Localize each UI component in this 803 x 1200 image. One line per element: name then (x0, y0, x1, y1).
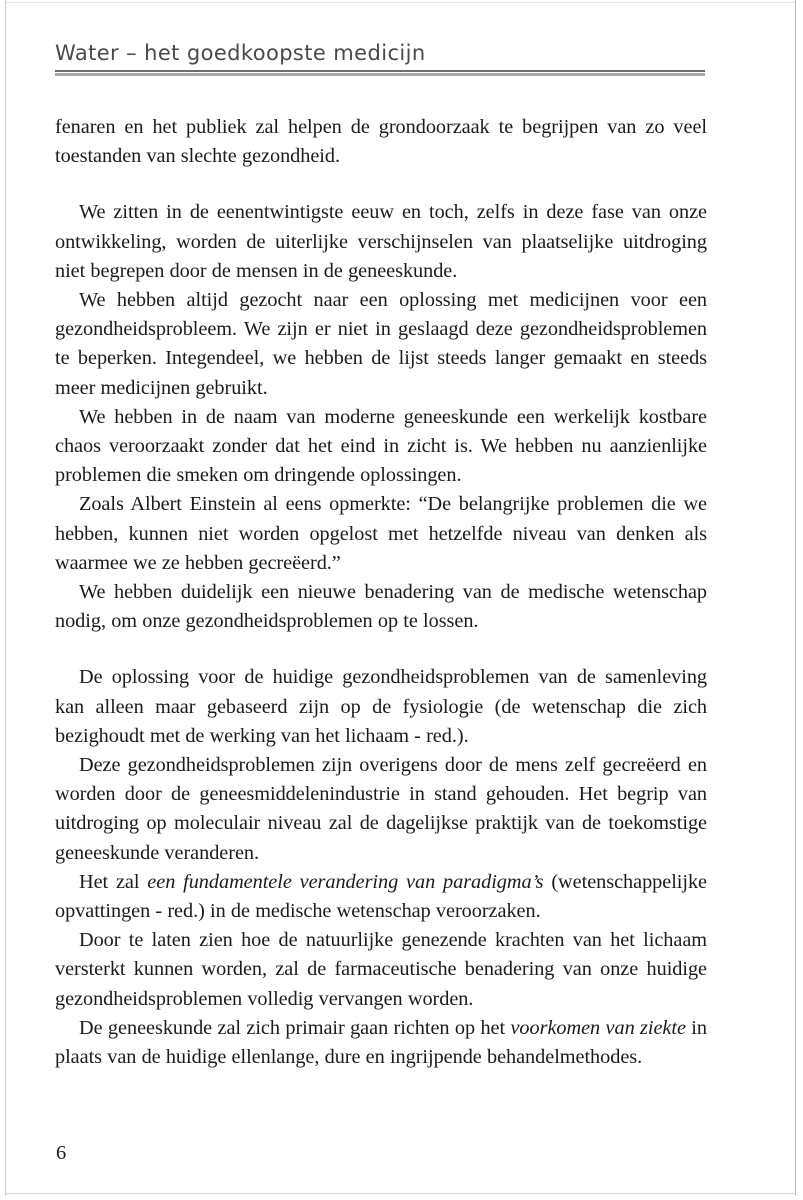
emphasis-text: een fundamentele verandering van paradigma’s (147, 870, 544, 893)
body-text: Door te laten zien hoe de natuurlijke genezende krachten van het lichaam versterkt kunnen worden, zal de farmaceutische benadering van onze huidige gezondheidsproblemen volledig vervangen worden. (55, 929, 707, 1010)
body-text: We hebben in de naam van moderne geneeskunde een werkelijk kostbare chaos veroorzaakt zonder dat het eind in zicht is. We hebben nu aanzienlijke problemen die smeken om dringende oplossingen. (55, 405, 707, 487)
body-paragraph (55, 751, 707, 868)
paragraph-block-gap (55, 171, 707, 198)
rule-thick-line (55, 73, 705, 76)
body-paragraph (55, 113, 707, 171)
body-paragraph (55, 490, 707, 578)
paragraph-block (55, 113, 707, 171)
page-edge-left (5, 0, 6, 1196)
body-paragraph (55, 286, 707, 403)
body-text: Zoals Albert Einstein al eens opmerkte: “De belangrijke problemen die we hebben, kunnen niet worden opgelost met hetzelfde niveau van denken als waarmee we ze hebben gecreëerd.” (55, 493, 707, 574)
body-text: (wetenschappelijke opvattingen - red.) in de medische wetenschap veroorzaken. (55, 870, 707, 923)
emphasis-text: voorkomen van ziekte (510, 1016, 686, 1039)
body-text: We hebben duidelijk een nieuwe benadering van de medische wetenschap nodig, om onze gezondheidsproblemen op te lossen. (55, 581, 707, 633)
page-edge-right (795, 0, 796, 1196)
body-paragraph (55, 198, 707, 286)
body-paragraph (55, 403, 707, 491)
running-head (55, 40, 707, 76)
body-text: Deze gezondheidsproblemen zijn overigens door de mens zelf gecreëerd en worden door de geneesmiddelenindustrie in stand gehouden. Het begrip van uitdroging op moleculair niveau zal de dagelijkse praktijk van de toekomstige geneeskunde veranderen. (55, 754, 707, 864)
body-text: De geneeskunde zal zich primair gaan richten op het (79, 1016, 511, 1039)
body-paragraph (55, 578, 707, 636)
body-text: De oplossing voor de huidige gezondheidsproblemen van de samenleving kan alleen maar gebaseerd zijn op de fysiologie (de wetenschap die zich bezighoudt met de werking van het lichaam - red.). (55, 666, 707, 747)
body-text: We zitten in de eenentwintigste eeuw en toch, zelfs in deze fase van onze ontwikkeling, worden de uiterlijke verschijnselen van plaatselijke uitdroging niet begrepen door de mensen in de geneeskunde. (55, 201, 707, 282)
body-text: We hebben altijd gezocht naar een oplossing met medicijnen voor een gezondheidsprobleem. We zijn er niet in geslaagd deze gezondheidsproblemen te beperken. Integendeel, we hebben de lijst steeds langer gemaakt en steeds meer medicijnen gebruikt. (55, 289, 707, 399)
running-head-rule (55, 70, 705, 76)
body-text: fenaren en het publiek zal helpen de grondoorzaak te begrijpen van zo veel toestanden van slechte gezondheid. (55, 116, 707, 168)
paragraph-block-gap (55, 636, 707, 663)
body-paragraph (55, 663, 707, 751)
page-edge-bottom (5, 1193, 796, 1194)
body-text-block (55, 113, 707, 1072)
body-paragraph (55, 1014, 707, 1072)
body-text: Het zal (79, 870, 148, 893)
body-paragraph (55, 926, 707, 1014)
paragraph-block (55, 663, 707, 1072)
page-number: 6 (56, 1142, 67, 1164)
running-head-title: Water – het goedkoopste medicijn (55, 41, 426, 65)
paragraph-block (55, 198, 707, 636)
body-paragraph (55, 868, 707, 926)
page-edge-top (5, 2, 796, 3)
body-text: in plaats van de huidige ellenlange, dure en ingrijpende behandelmethodes. (55, 1016, 707, 1069)
